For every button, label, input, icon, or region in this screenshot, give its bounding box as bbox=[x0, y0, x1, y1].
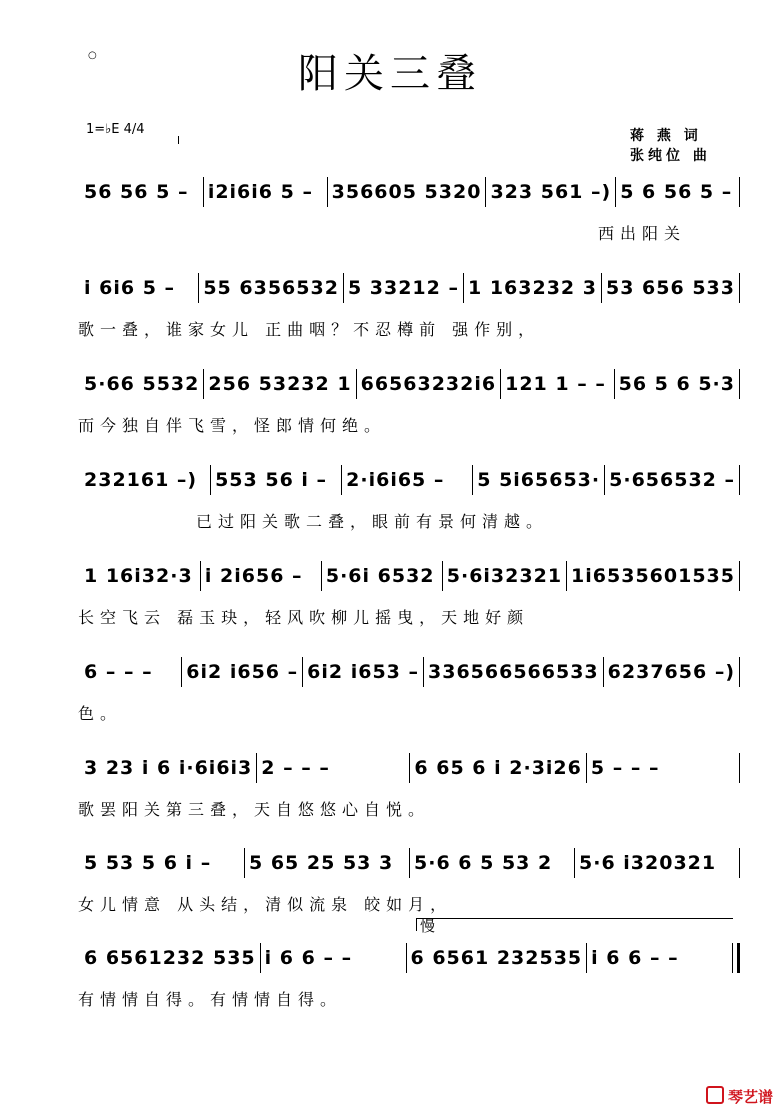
measure: i 2i656 – bbox=[200, 561, 321, 591]
notation-line-3 bbox=[80, 366, 740, 402]
measure: 232161 –) bbox=[84, 469, 198, 491]
measure: 6 – – – bbox=[84, 661, 153, 683]
lyrics-line-4: 已过阳关歌二叠，眼前有景何清越。 bbox=[196, 512, 549, 531]
notation-line-7 bbox=[80, 750, 740, 786]
measure: 2 – – – bbox=[256, 753, 409, 783]
lyrics-line-6: 色。 bbox=[78, 704, 123, 723]
bar-line bbox=[739, 657, 740, 687]
tick-mark bbox=[178, 136, 179, 144]
page-title: 阳关三叠 bbox=[298, 51, 482, 97]
measure: 6 65 6 i 2·3i26 bbox=[409, 753, 585, 783]
lyrics-line-1: 西出阳关 bbox=[598, 224, 687, 243]
measure: 5 – – – bbox=[586, 753, 739, 783]
measure: 5 53 5 6 i – bbox=[84, 852, 212, 874]
measure: 1 16i32·3 bbox=[84, 565, 193, 587]
lyrics-line-7: 歌罢阳关第三叠，天自悠悠心自悦。 bbox=[78, 800, 431, 819]
measure: i 6 6 – – bbox=[586, 943, 732, 973]
measure: 6i2 i656 – bbox=[181, 657, 302, 687]
final-bar-line bbox=[732, 943, 740, 973]
lyrics-line-8: 女儿情意 从头结，清似流泉 皎如月， bbox=[78, 895, 453, 914]
measure: 256 53232 1 bbox=[203, 369, 355, 399]
bar-line bbox=[739, 273, 740, 303]
measure: 6237656 –) bbox=[603, 657, 739, 687]
lyrics-line-5: 长空飞云 磊玉玦，轻风吹柳儿摇曳，天地好颜 bbox=[78, 608, 530, 627]
bar-line bbox=[739, 753, 740, 783]
notation-line-4 bbox=[80, 462, 740, 498]
measure: 5·6 6 5 53 2 bbox=[409, 848, 574, 878]
lyricist: 蒋 燕 词 bbox=[630, 128, 702, 144]
bar-line bbox=[739, 177, 740, 207]
tempo-mark: 慢 bbox=[420, 917, 436, 935]
measure: 66563232i6 bbox=[356, 369, 501, 399]
measure: 5·6 i320321 bbox=[574, 848, 739, 878]
measure: 2·i6i65 – bbox=[341, 465, 472, 495]
composer: 张纯位 曲 bbox=[630, 148, 711, 164]
measure: i 6i6 5 – bbox=[84, 277, 176, 299]
measure: 5·6i32321 bbox=[442, 561, 566, 591]
measure: 336566566533 bbox=[423, 657, 603, 687]
watermark-logo bbox=[706, 1086, 773, 1107]
measure: 5 33212 – bbox=[343, 273, 463, 303]
measure: 5 65 25 53 3 bbox=[244, 848, 409, 878]
lyrics-line-9: 有情情自得。有情情自得。 bbox=[78, 990, 343, 1009]
measure: 6 6561232 535 bbox=[84, 947, 256, 969]
measure: 56 5 6 5·3 bbox=[614, 369, 739, 399]
notation-line-2 bbox=[80, 270, 740, 306]
measure: 6i2 i653 – bbox=[302, 657, 423, 687]
notation-line-5 bbox=[80, 558, 740, 594]
measure: 1 163232 3 bbox=[463, 273, 601, 303]
decorative-dot: ○ bbox=[88, 50, 97, 61]
measure: 5·656532 – bbox=[604, 465, 739, 495]
notation-line-9 bbox=[80, 940, 740, 976]
measure: 356605 5320 bbox=[327, 177, 486, 207]
measure: 1i6535601535 bbox=[566, 561, 739, 591]
bar-line bbox=[739, 848, 740, 878]
measure: 553 56 i – bbox=[210, 465, 341, 495]
measure: 121 1 – – bbox=[500, 369, 614, 399]
notation-line-8 bbox=[80, 845, 740, 881]
watermark-text: 琴艺谱 bbox=[728, 1088, 774, 1106]
logo-icon bbox=[706, 1086, 724, 1104]
measure: 5 6 56 5 – bbox=[615, 177, 739, 207]
notation-line-6 bbox=[80, 654, 740, 690]
measure: 55 6356532 bbox=[198, 273, 343, 303]
bar-line bbox=[739, 369, 740, 399]
measure: i 6 6 – – bbox=[260, 943, 406, 973]
measure: 5·66 5532 bbox=[84, 373, 200, 395]
measure: 6 6561 232535 bbox=[406, 943, 587, 973]
measure: 5 5i65653· bbox=[472, 465, 604, 495]
lyrics-line-2: 歌一叠，谁家女儿 正曲咽？不忍樽前 强作别， bbox=[78, 320, 541, 339]
measure: 56 56 5 – bbox=[84, 181, 189, 203]
measure: 5·6i 6532 bbox=[321, 561, 442, 591]
notation-line-1 bbox=[80, 174, 740, 210]
key-signature: 1=♭E 4/4 bbox=[86, 122, 145, 137]
measure: 3 23 i 6 i·6i6i3 bbox=[84, 757, 253, 779]
measure: 53 656 533 bbox=[601, 273, 739, 303]
credits bbox=[630, 126, 711, 166]
measure: 323 561 –) bbox=[485, 177, 615, 207]
lyrics-line-3: 而今独自伴飞雪，怪郎情何绝。 bbox=[78, 416, 387, 435]
tempo-bracket bbox=[416, 918, 733, 931]
bar-line bbox=[739, 465, 740, 495]
bar-line bbox=[739, 561, 740, 591]
measure: i2i6i6 5 – bbox=[203, 177, 327, 207]
